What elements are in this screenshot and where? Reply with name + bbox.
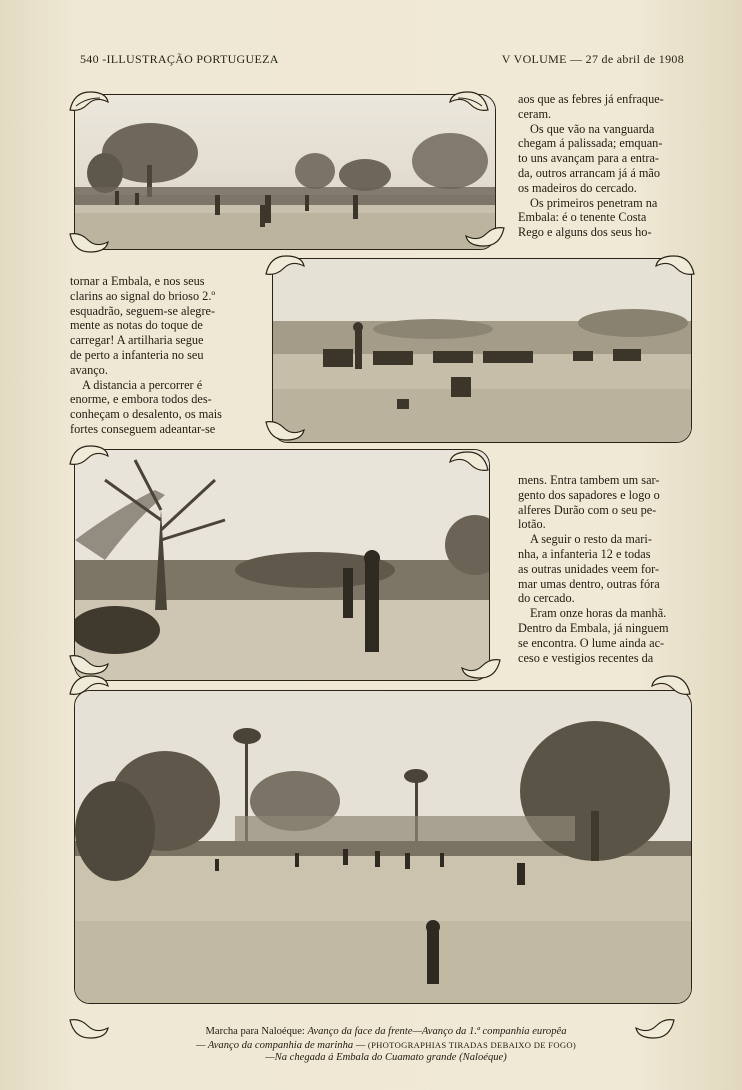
text-line: chegam á palissada; emquan- bbox=[518, 136, 663, 151]
text-line: alferes Durão com o seu pe- bbox=[518, 502, 657, 517]
ornament-photo4-bottom-right bbox=[632, 1014, 678, 1044]
text-line: se encontra. O lume ainda ac- bbox=[518, 635, 665, 650]
ornament-photo3-top-right bbox=[446, 446, 492, 476]
text-line: gento dos sapadores e logo o bbox=[518, 487, 660, 502]
text-line: os madeiros do cercado. bbox=[518, 180, 637, 195]
caption-part1: Avanço da face da frente—Avanço da 1.ª companhia europêa bbox=[307, 1026, 567, 1037]
ornament-photo1-top-right bbox=[446, 86, 492, 116]
ornament-photo2-bottom-left bbox=[262, 416, 308, 446]
ornament-photo3-bottom-right bbox=[458, 654, 504, 684]
photo-advance-front bbox=[74, 94, 496, 250]
header-date: — 27 de abril de 1908 bbox=[570, 52, 684, 66]
ornament-photo2-top-right bbox=[652, 250, 698, 280]
article-text-middle-left bbox=[70, 274, 248, 437]
ornament-photo1-top-left bbox=[66, 86, 112, 116]
text-line: Os primeiros penetram na bbox=[530, 195, 658, 210]
text-line: de perto a infanteria no seu bbox=[70, 347, 204, 362]
ornament-photo1-bottom-right bbox=[462, 222, 508, 252]
text-line: tornar a Embala, e nos seus bbox=[70, 274, 205, 288]
text-line: nha, a infanteria 12 e todas bbox=[518, 546, 651, 561]
text-line: do cercado. bbox=[518, 591, 575, 606]
page-header bbox=[80, 52, 684, 70]
photo-caption bbox=[150, 1026, 622, 1065]
text-line: A seguir o resto da mari- bbox=[530, 532, 652, 547]
caption-credit: (PHOTOGRAPHIAS TIRADAS DEBAIXO DE FOGO) bbox=[367, 1039, 577, 1050]
caption-lead: Marcha para Naloéque: bbox=[205, 1026, 305, 1037]
text-line: mente as notas do toque de bbox=[70, 318, 203, 333]
text-line: ceram. bbox=[518, 106, 552, 121]
text-line: aos que as febres já enfraque- bbox=[518, 92, 664, 106]
text-line: Dentro da Embala, já ninguem bbox=[518, 620, 669, 635]
photo-advance-1st-company bbox=[272, 258, 692, 443]
ornament-photo4-top-left bbox=[66, 670, 112, 700]
caption-part2: — Avanço da companhia de marinha — bbox=[195, 1039, 366, 1051]
ornament-photo1-bottom-left bbox=[66, 228, 112, 258]
text-line: da, outros arrancam já á mão bbox=[518, 165, 661, 180]
text-line: mar umas dentro, outras fóra bbox=[518, 576, 660, 591]
text-line: esquadrão, seguem-se alegre- bbox=[70, 303, 216, 318]
caption-part3: —Na chegada á Embala do Cuamato grande (Naloéque) bbox=[265, 1052, 507, 1064]
text-line: Os que vão na vanguarda bbox=[530, 121, 655, 136]
ornament-photo4-top-right bbox=[648, 670, 694, 700]
text-line: Rego e alguns dos seus ho- bbox=[518, 225, 652, 240]
text-line: A distancia a percorrer é bbox=[82, 377, 203, 392]
ornament-photo4-bottom-left bbox=[66, 1014, 112, 1044]
text-line: carregar! A artilharia segue bbox=[70, 333, 204, 348]
text-line: Embala: é o tenente Costa bbox=[518, 210, 647, 225]
ornament-photo3-top-left bbox=[66, 440, 112, 470]
text-line: clarins ao signal do brioso 2.º bbox=[70, 288, 216, 303]
ornament-photo2-top-left bbox=[262, 250, 308, 280]
header-issue bbox=[502, 52, 684, 67]
text-line: Eram onze horas da manhã. bbox=[530, 606, 667, 621]
text-line: conheçam o desalento, os mais bbox=[70, 407, 222, 422]
text-line: to uns avançam para a entra- bbox=[518, 151, 659, 166]
photo-advance-marine-company bbox=[74, 449, 490, 681]
article-text-top-right bbox=[518, 92, 696, 240]
header-title: 540 -ILLUSTRAÇÃO PORTUGUEZA bbox=[80, 52, 279, 66]
text-line: ceso e vestigios recentes da bbox=[518, 650, 654, 665]
text-line: avanço. bbox=[70, 362, 108, 377]
header-volume: V VOLUME bbox=[501, 52, 567, 66]
text-line: mens. Entra tambem um sar- bbox=[518, 473, 660, 487]
text-line: lotão. bbox=[518, 517, 546, 532]
text-line: enorme, e embora todos des- bbox=[70, 392, 212, 407]
photo-arrival-embala bbox=[74, 690, 692, 1004]
article-text-lower-right bbox=[518, 473, 696, 665]
text-line: as outras unidades veem for- bbox=[518, 561, 660, 576]
text-line: fortes conseguem adeantar-se bbox=[70, 421, 216, 436]
